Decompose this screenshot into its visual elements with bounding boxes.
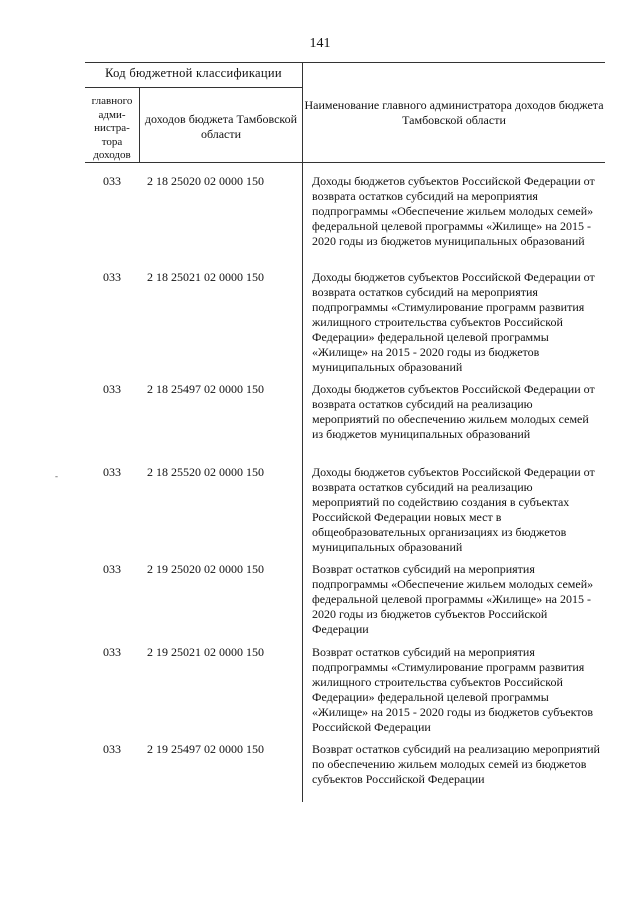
admin-code: 033 — [103, 645, 121, 659]
income-code: 2 18 25021 02 0000 150 — [147, 270, 264, 284]
income-code: 2 18 25520 02 0000 150 — [147, 465, 264, 479]
admin-code: 033 — [103, 270, 121, 284]
page-number: 141 — [309, 36, 331, 51]
income-description: Доходы бюджетов субъектов Российской Федерации от возврата остатков субсидий на мероприятия подпрограммы «Обеспечение жильем молодых семей» федеральной целевой программы «Жилище» на 2015 - 2020 годы из бюджетов муниципальных образований — [312, 174, 595, 248]
income-description: Доходы бюджетов субъектов Российской Федерации от возврата остатков субсидий на реализацию мероприятий по содействию создания в субъектах Российской Федерации новых мест в общеобразовательных организациях из бюджетов муниципальных образований — [312, 465, 595, 554]
income-description: Возврат остатков субсидий на мероприятия подпрограммы «Обеспечение жильем молодых семей» федеральной целевой программы «Жилище» на 2015 - 2020 годы из бюджетов субъектов Российской Федерации — [312, 562, 594, 636]
income-code: 2 18 25020 02 0000 150 — [147, 174, 264, 188]
admin-code: 033 — [103, 562, 121, 576]
margin-mark: - — [55, 471, 58, 481]
header-bottom-border — [85, 162, 605, 163]
header-administrator-name: Наименование главного администратора доходов бюджета Тамбовской области — [304, 98, 604, 127]
income-description: Возврат остатков субсидий на реализацию мероприятий по обеспечению жильем молодых семей из бюджетов субъектов Российской Федерации — [312, 742, 600, 786]
income-code: 2 19 25020 02 0000 150 — [147, 562, 264, 576]
admin-code: 033 — [103, 742, 121, 756]
income-code: 2 19 25021 02 0000 150 — [147, 645, 264, 659]
table-top-border — [85, 62, 605, 63]
income-description: Доходы бюджетов субъектов Российской Федерации от возврата остатков субсидий на мероприятия подпрограммы «Стимулирование программ развития жилищного строительства субъектов Российской Федерации» федеральной целевой программы «Жилище» на 2015 - 2020 годы из бюджетов муниципальных образований — [312, 270, 595, 374]
income-code: 2 19 25497 02 0000 150 — [147, 742, 264, 756]
header-subdivider — [85, 87, 302, 88]
income-description: Доходы бюджетов субъектов Российской Федерации от возврата остатков субсидий на реализацию мероприятий по обеспечению жильем молодых семей из бюджетов муниципальных образований — [312, 382, 595, 441]
header-income: доходов бюджета Тамбовской области — [144, 112, 298, 141]
income-code: 2 18 25497 02 0000 150 — [147, 382, 264, 396]
header-budget-classification: Код бюджетной классификации — [105, 66, 282, 80]
header-main-administrator: главного адми-нистра-тора доходов — [91, 95, 133, 161]
admin-code: 033 — [103, 174, 121, 188]
scan-edge-mark — [624, 60, 632, 130]
admin-code: 033 — [103, 382, 121, 396]
col-divider-name — [302, 62, 303, 802]
budget-code-table — [85, 62, 605, 802]
income-description: Возврат остатков субсидий на мероприятия подпрограммы «Стимулирование программ развития жилищного строительства субъектов Российской Федерации» федеральной целевой программы «Жилище» на 2015 - 2020 годы из бюджетов субъектов Российской Федерации — [312, 645, 594, 734]
admin-code: 033 — [103, 465, 121, 479]
